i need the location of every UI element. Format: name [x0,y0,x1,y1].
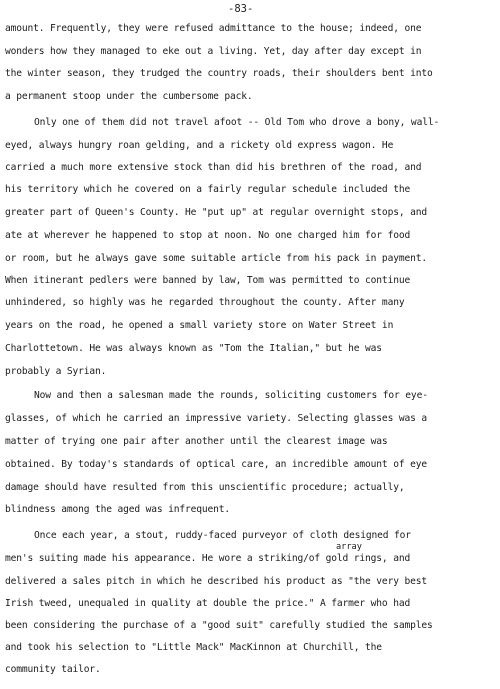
text-line: years on the road, he opened a small variety store on Water Street in [5,320,394,331]
text-line: Only one of them did not travel afoot -- Old Tom who drove a bony, wall- [34,117,440,128]
text-line: carried a much more extensive stock than did his brethren of the road, and [5,162,422,173]
text-line: community tailor. [5,664,101,675]
text-line: glasses, of which he carried an impressive variety. Selecting glasses was a [5,413,427,424]
text-line: men's suiting made his appearance. He wore a striking/of gold rings, and [5,553,411,564]
text-line: or room, but he always gave some suitable article from his pack in payment. [5,253,427,264]
text-line: ate at wherever he happened to stop at noon. No one charged him for food [5,230,411,241]
text-line: damage should have resulted from this unscientific procedure; actually, [5,482,405,493]
page-number: -83- [228,3,254,15]
text-line: When itinerant pedlers were banned by law, Tom was permitted to continue [5,275,411,286]
text-line: wonders how they managed to eke out a living. Yet, day after day except in [5,46,422,57]
text-line: Once each year, a stout, ruddy-faced purveyor of cloth designed for [34,530,411,541]
text-line: and took his selection to "Little Mack" MacKinnon at Churchill, the [5,642,382,653]
text-line: unhindered, so highly was he regarded throughout the county. After many [5,297,405,308]
text-line: matter of trying one pair after another until the clearest image was [5,436,388,447]
text-line: delivered a sales pitch in which he described his product as "the very best [5,576,427,587]
text-line: the winter season, they trudged the country roads, their shoulders bent into [5,68,433,79]
text-line: Irish tweed, unequaled in quality at double the price." A farmer who had [5,598,411,609]
text-line: Now and then a salesman made the rounds, soliciting customers for eye- [34,390,428,401]
handwritten-insertion: array [336,542,362,552]
text-line: a permanent stoop under the cumbersome pack. [5,91,253,102]
text-line: probably a Syrian. [5,366,107,377]
text-line: been considering the purchase of a "good suit" carefully studied the samples [5,620,433,631]
text-line: amount. Frequently, they were refused admittance to the house; indeed, one [5,23,422,34]
text-line: Charlottetown. He was always known as "Tom the Italian," but he was [5,343,382,354]
text-line: blindness among the aged was infrequent. [5,504,231,515]
text-line: greater part of Queen's County. He "put up" at regular overnight stops, and [5,207,427,218]
text-line: eyed, always hungry roan gelding, and a rickety old express wagon. He [5,140,394,151]
text-line: obtained. By today's standards of optical care, an incredible amount of eye [5,459,427,470]
text-line: his territory which he covered on a fairly regular schedule included the [5,184,411,195]
